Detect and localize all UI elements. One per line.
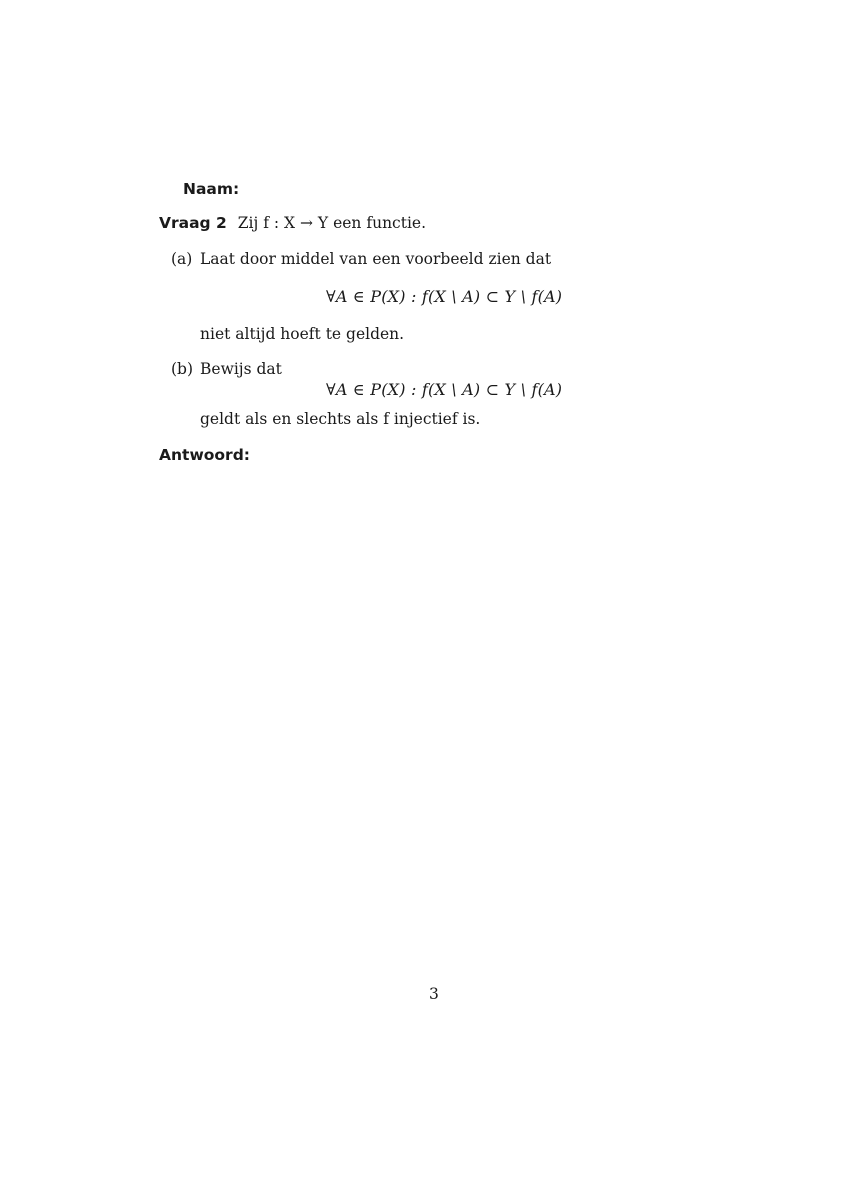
- question-statement: Zij f : X → Y een functie.: [237, 214, 427, 232]
- page-number: 3: [429, 985, 439, 1003]
- part-a-formula: ∀A ∈ P(X) : f(X \ A) ⊂ Y \ f(A): [326, 287, 563, 306]
- part-b-marker: (b): [171, 360, 194, 378]
- part-b-outro: geldt als en slechts als f injectief is.: [200, 410, 481, 428]
- part-b-formula: ∀A ∈ P(X) : f(X \ A) ⊂ Y \ f(A): [326, 380, 563, 399]
- name-label: Naam:: [183, 180, 240, 198]
- question-label: Vraag 2: [159, 214, 227, 232]
- part-b-intro: Bewijs dat: [200, 360, 282, 378]
- part-a-intro: Laat door middel van een voorbeeld zien dat: [200, 250, 552, 268]
- part-a-marker: (a): [171, 250, 193, 268]
- question-line: [159, 214, 426, 232]
- part-a-outro: niet altijd hoeft te gelden.: [200, 325, 405, 343]
- answer-label: Antwoord:: [159, 446, 250, 464]
